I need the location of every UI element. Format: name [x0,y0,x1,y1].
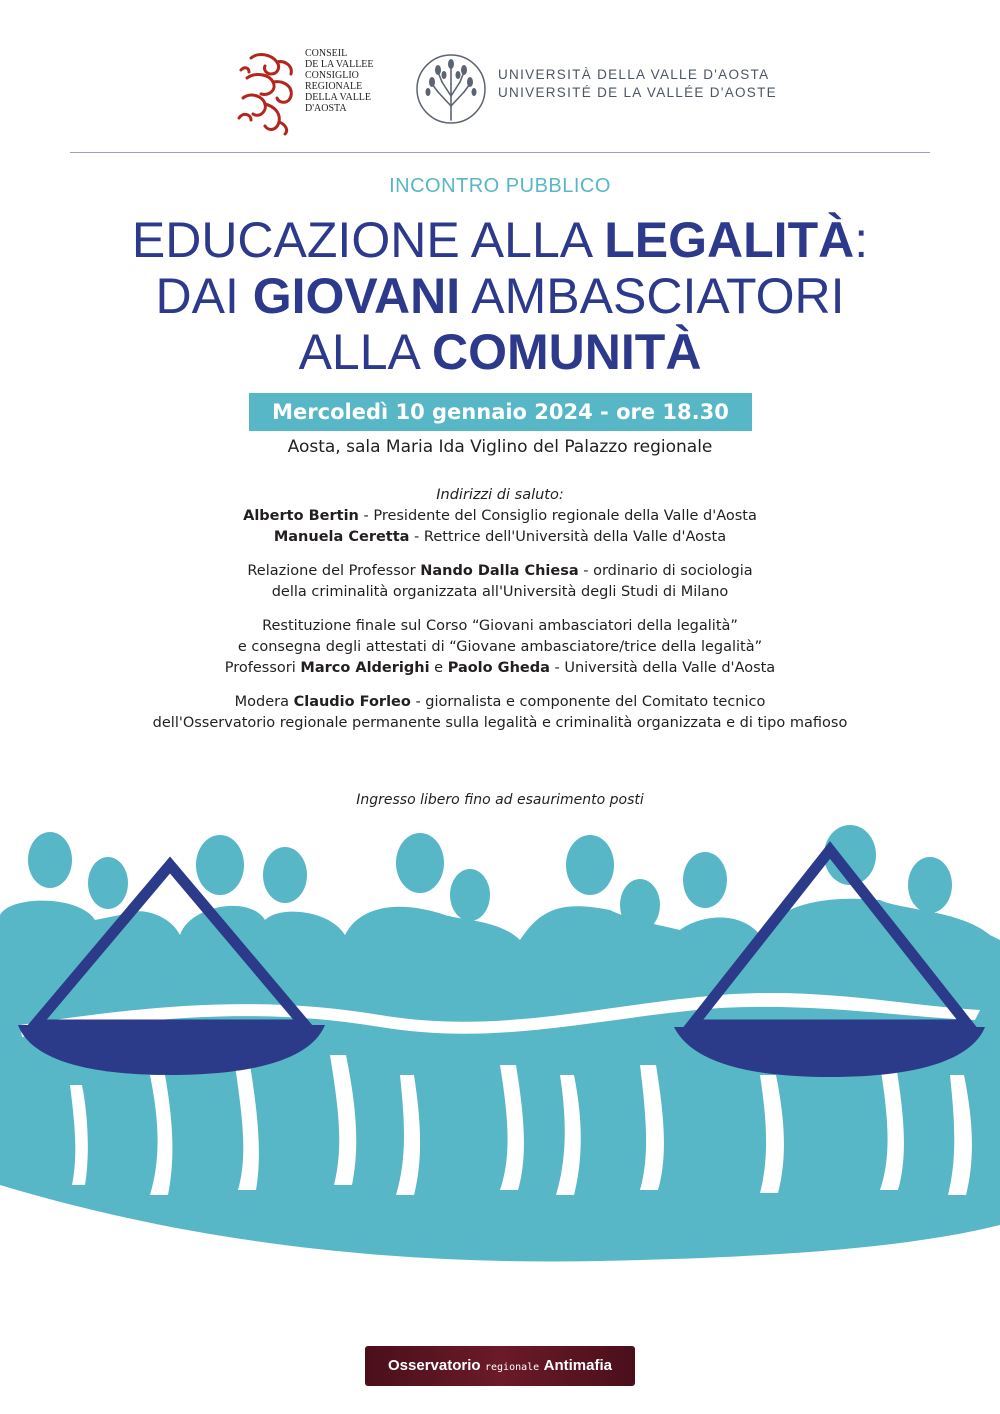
speaker-name: Alberto Bertin [243,508,359,524]
restituzione-pre: Professori [224,660,301,676]
council-line: CONSEIL [305,48,348,59]
header [0,40,1000,140]
lion-emblem-icon [233,48,303,136]
crowd-scale-illustration [0,825,1000,1265]
university-name [498,66,777,102]
badge-part-2: regionale [485,1362,540,1373]
greetings-label [0,485,1000,506]
event-kicker: INCONTRO PUBBLICO [389,175,611,197]
title-line-3 [0,324,1000,380]
university-tree-logo-icon [414,44,488,134]
university-name-it: UNIVERSITÀ DELLA VALLE D'AOSTA [498,67,770,82]
council-logo [233,48,393,138]
greetings-block [0,485,1000,548]
university-name-fr: UNIVERSITÉ DE LA VALLÉE D'AOSTE [498,85,777,100]
title-bold: COMUNITÀ [432,324,702,380]
restituzione-block [0,616,1000,679]
event-date: Mercoledì 10 gennaio 2024 - ore 18.30 [249,393,752,431]
title-normal: ALLA [298,324,433,380]
speaker-role: - Università della Valle d'Aosta [549,660,776,676]
antimafia-observatory-badge [365,1346,635,1386]
moderatore-block [0,692,1000,734]
council-text [305,48,374,114]
speaker-name: Claudio Forleo [293,694,411,710]
moderatore-line-1 [0,692,1000,713]
speaker-role: - ordinario di sociologia [578,563,753,579]
title-normal: : [854,212,869,268]
council-line: DELLA VALLE [305,92,372,103]
event-title [0,212,1000,380]
event-place: Aosta, sala Maria Ida Viglino del Palazzo regionale [287,437,713,457]
title-bold: GIOVANI [252,268,461,324]
council-line: DE LA VALLEE [305,59,374,70]
council-line: REGIONALE [305,81,363,92]
greetings-label-text: Indirizzi di saluto: [436,487,564,503]
greeting-item [0,527,1000,548]
relazione-line-2: della criminalità organizzata all'Università degli Studi di Milano [271,584,729,600]
speaker-name: Marco Alderighi [300,660,430,676]
speaker-role: - Rettrice dell'Università della Valle d'Aosta [409,529,727,545]
title-line-1 [0,212,1000,268]
header-divider [70,152,930,153]
restituzione-line-2: e consegna degli attestati di “Giovane ambasciatore/trice della legalità” [237,639,763,655]
moderatore-line-2: dell'Osservatorio regionale permanente sulla legalità e criminalità organizzata e di tipo mafioso [152,715,848,731]
speaker-name: Manuela Ceretta [273,529,410,545]
council-line: CONSIGLIO [305,70,359,81]
speaker-name: Nando Dalla Chiesa [420,563,579,579]
badge-part-1: Osservatorio [388,1357,481,1374]
relazione-line-1 [0,561,1000,582]
speaker-role: - giornalista e componente del Comitato tecnico [410,694,766,710]
title-normal: AMBASCIATORI [460,268,845,324]
speaker-name: Paolo Gheda [447,660,550,676]
program [0,485,1000,747]
moderatore-pre: Modera [234,694,294,710]
title-line-2 [0,268,1000,324]
title-normal: DAI [155,268,253,324]
speaker-role: - Presidente del Consiglio regionale della Valle d'Aosta [358,508,757,524]
relazione-pre: Relazione del Professor [247,563,421,579]
badge-part-3: Antimafia [543,1357,612,1374]
restituzione-mid: e [429,660,448,676]
entry-note: Ingresso libero fino ad esaurimento posti [356,792,644,808]
title-normal: EDUCAZIONE ALLA [131,212,605,268]
relazione-block [0,561,1000,603]
greeting-item [0,506,1000,527]
restituzione-speakers [0,658,1000,679]
title-bold: LEGALITÀ [604,212,855,268]
restituzione-line-1: Restituzione finale sul Corso “Giovani ambasciatori della legalità” [262,618,738,634]
council-line: D'AOSTA [305,103,347,114]
